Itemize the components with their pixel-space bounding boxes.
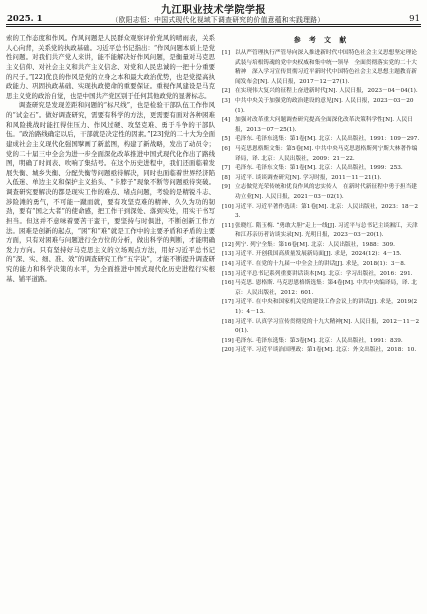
reference-number: [11] bbox=[222, 222, 234, 229]
reference-number: [16] bbox=[222, 280, 234, 287]
reference-item bbox=[222, 337, 421, 347]
body-paragraph: 索的工作态度和作风。作风问题是人民群众观察评价党风的晴雨表，关系人心向背，关系党的执政基础。习近平总书记指出：“作风问题本质上是党性问题。对我们共产党人来讲，能不能解决好作风问题，是衡量对马克思主义信仰、对社会主义和共产主义信念、对党和人民忠诚的一把十分重要的尺子。”[22]优良的作风是党的立身之本和最大政治优势，也是党提高执政能力、巩固执政基础、实现执政使命的重要保证。重视作风建设是马克思主义党的政治自觉，也是中国共产党区别于任何其他政党的显著标志。 bbox=[6, 34, 215, 100]
reference-text: 习近平. 在党的十九届一中全会上的讲话[J]. 求是，2018(1)：3－8. bbox=[235, 261, 406, 268]
reference-item bbox=[222, 116, 421, 135]
reference-text: 张晓红. 隋玉梅. “勇敢大胆”走上一线[J]. 习近平与总书记主谈湘江，天津和江苏亲历者访谈实录[N]. 光明日报，2023－03－20(1). bbox=[235, 222, 418, 239]
reference-item bbox=[222, 346, 421, 356]
reference-item bbox=[222, 241, 421, 251]
reference-item bbox=[222, 318, 421, 337]
reference-text: 习近平. 在中央和国家机关党的建设工作会议上的讲话[J]. 求是，2019(21)：4－13. bbox=[235, 299, 418, 316]
reference-number: [2] bbox=[222, 88, 231, 95]
reference-number: [12] bbox=[222, 241, 234, 248]
reference-number: [9] bbox=[222, 184, 231, 191]
reference-text: 马克思恩格斯文集：第5卷[M]. 中共中央马克思恩格斯列宁斯大林著作编译局，译. 北京：人民出版社，2009：21－22. bbox=[235, 145, 418, 162]
reference-text: 在实现伟大复兴的征程上奋进新时代[N]. 人民日报，2023－04－04(1). bbox=[235, 88, 418, 95]
reference-number: [4] bbox=[222, 117, 231, 124]
reference-text: 以从严管理执行严管导向深入推进新时代中国特色社会主义思想坚定理论武装与培根铸魂的党中央权威和集中统一领导 全面贯彻落实党的二十大精神 深入学习宣传贯彻习近平新时代中国特色社会主义思想主题教育新闻发布会[N]. 人民日报，2017－12－27(1). bbox=[235, 50, 417, 85]
reference-text: 习近平总书记系列重要讲话读本[M]. 北京：学习出版社，2016：291. bbox=[235, 270, 413, 277]
body-paragraph: 调查研究是发现差距和问题的“标尺线”，也是检验干部队伍工作作风的“试金石”。做好调查研究，需要有科学的方法，更需要有面对各种困难和风险挑战时能扛得住压力、作风过硬、攻坚克难、勇于斗争的干部队伍。“政治路线确定以后，干部就是决定性的因素。”[23]党的二十大为全面建成社会主义现代化强国擘画了新蓝图，构建了新战略，发出了动员令；党的二十届三中全会为进一步全面深化改革推进中国式现代化作出了路线图，明确了时间表、吹响了集结号。在这个历史进程中，我们还面临着发展失衡、城乡失衡、分配失衡等问题亟待解决，同时也面临着世界经济陷入低迷、单边主义和保护主义抬头、“卡脖子”现象不断等问题亟待突破。调查研究要解决的都是现实工作的难点、堵点问题，考验的是精锐斗志、涉险滩的勇气，不可能一蹴而就，要有攻坚克难的精神、久久为功的韧劲，要有“国之大者”的使命感，把工作干到深处、落到实处，用实干书写担当。但这并不意味着要苦干蛮干，要坚持与时俱进，不断创新工作方法。困难是创新的起点，“困”和“难”就是工作中的主要矛盾和矛盾的主要方面，只有对困难与问题进行全方位的分析，做出科学的判断，才能明确发力方向。只有坚持好马克思主义的立场观点方法，用好习近平总书记的“深、实、细、准、效”的调查研究工作“五字诀”，才能不断提升调查研究的能力和科学决策的水平，为全面推进中国式现代化历史进程行实根基、铺平道路。 bbox=[6, 101, 215, 283]
reference-text: 马克思. 恩格斯. 马克思恩格斯选集：第4卷[M]. 中共中央编译局，译. 北京：人民出版社，2012：601. bbox=[235, 280, 417, 296]
reference-item bbox=[222, 135, 421, 145]
reference-number: [19] bbox=[222, 337, 234, 344]
reference-item bbox=[222, 250, 421, 260]
header-rule-bottom bbox=[6, 26, 421, 27]
reference-text: 习近平. 认真学习宣传贯彻党的十九大精神[N]. 人民日报，2012－11－20(1). bbox=[235, 318, 420, 335]
running-title: （欧阳志恒：中国式现代化视域下调查研究的价值意蕴和实践理路） bbox=[111, 16, 325, 24]
reference-item bbox=[222, 260, 421, 270]
references-column bbox=[222, 34, 421, 356]
reference-item bbox=[222, 174, 421, 184]
reference-number: [15] bbox=[222, 270, 234, 277]
reference-number: [13] bbox=[222, 251, 234, 258]
reference-item bbox=[222, 145, 421, 164]
reference-number: [8] bbox=[222, 174, 231, 181]
reference-number: [1] bbox=[222, 50, 231, 56]
reference-list bbox=[222, 49, 421, 356]
reference-item bbox=[222, 270, 421, 280]
reference-number: [7] bbox=[222, 165, 231, 172]
reference-number: [5] bbox=[222, 136, 231, 143]
reference-text: 毛泽东. 毛泽东文集：第1卷[M]. 北京：人民出版社，1999：253. bbox=[235, 165, 403, 172]
reference-item bbox=[222, 49, 421, 87]
reference-text: 习近平. 谈谈调查研究[N]. 学习时报，2011－11－21(1). bbox=[235, 174, 382, 181]
reference-item bbox=[222, 222, 421, 241]
body-column bbox=[6, 34, 215, 284]
reference-text: 习近平. 开创我国高质量发展新局面[J]. 求是，2024(12)：4－15. bbox=[235, 251, 402, 258]
header-rule-top bbox=[6, 24, 421, 25]
reference-text: 中共中央关于加强党的政治建设的意见[N]. 人民日报，2023－03－20(1). bbox=[235, 97, 414, 114]
page-number: 91 bbox=[409, 14, 420, 24]
reference-item bbox=[222, 164, 421, 174]
reference-text: 习近平. 习近平著作选读：第1卷[M]. 北京：人民出版社，2023：18－23. bbox=[235, 203, 418, 220]
journal-title: 九江职业技术学院学报 bbox=[161, 5, 266, 16]
reference-item bbox=[222, 298, 421, 317]
reference-number: [17] bbox=[222, 299, 234, 306]
reference-number: [18] bbox=[222, 318, 234, 325]
reference-text: 列宁. 列宁全集：第16卷[M]. 北京：人民出版社，1988：309. bbox=[235, 241, 395, 248]
reference-text: 加强对改革重大问题调查研究提高全面深化改革决策科学性[N]. 人民日报，2013－07－25(1). bbox=[235, 117, 413, 133]
reference-number: [10] bbox=[222, 203, 234, 210]
reference-text: 习近平. 习近平谈治国理政：第1卷[M]. 北京：外文出版社，2018：10. bbox=[235, 347, 417, 354]
reference-number: [3] bbox=[222, 97, 231, 104]
issue-label: 2025. 1 bbox=[7, 14, 43, 24]
reference-text: 立志做党光荣传统和优良作风的忠实传人 在新时代新征程中勇于担当建功立业[N]. 人民日报，2021－03－02(1). bbox=[235, 184, 417, 200]
reference-item bbox=[222, 203, 421, 222]
reference-number: [20] bbox=[222, 347, 234, 354]
reference-item bbox=[222, 87, 421, 97]
reference-text: 毛泽东. 毛泽东选集：第3卷[M]. 北京：人民出版社，1991：839. bbox=[235, 337, 403, 344]
reference-item bbox=[222, 279, 421, 298]
reference-text: 毛泽东. 毛泽东选集：第1卷[M]. 北京：人民出版社，1991：109－297. bbox=[235, 136, 420, 143]
references-heading: 参 考 文 献 bbox=[293, 36, 350, 44]
reference-number: [14] bbox=[222, 261, 234, 268]
reference-item bbox=[222, 183, 421, 202]
reference-number: [6] bbox=[222, 145, 231, 152]
reference-item bbox=[222, 97, 421, 116]
